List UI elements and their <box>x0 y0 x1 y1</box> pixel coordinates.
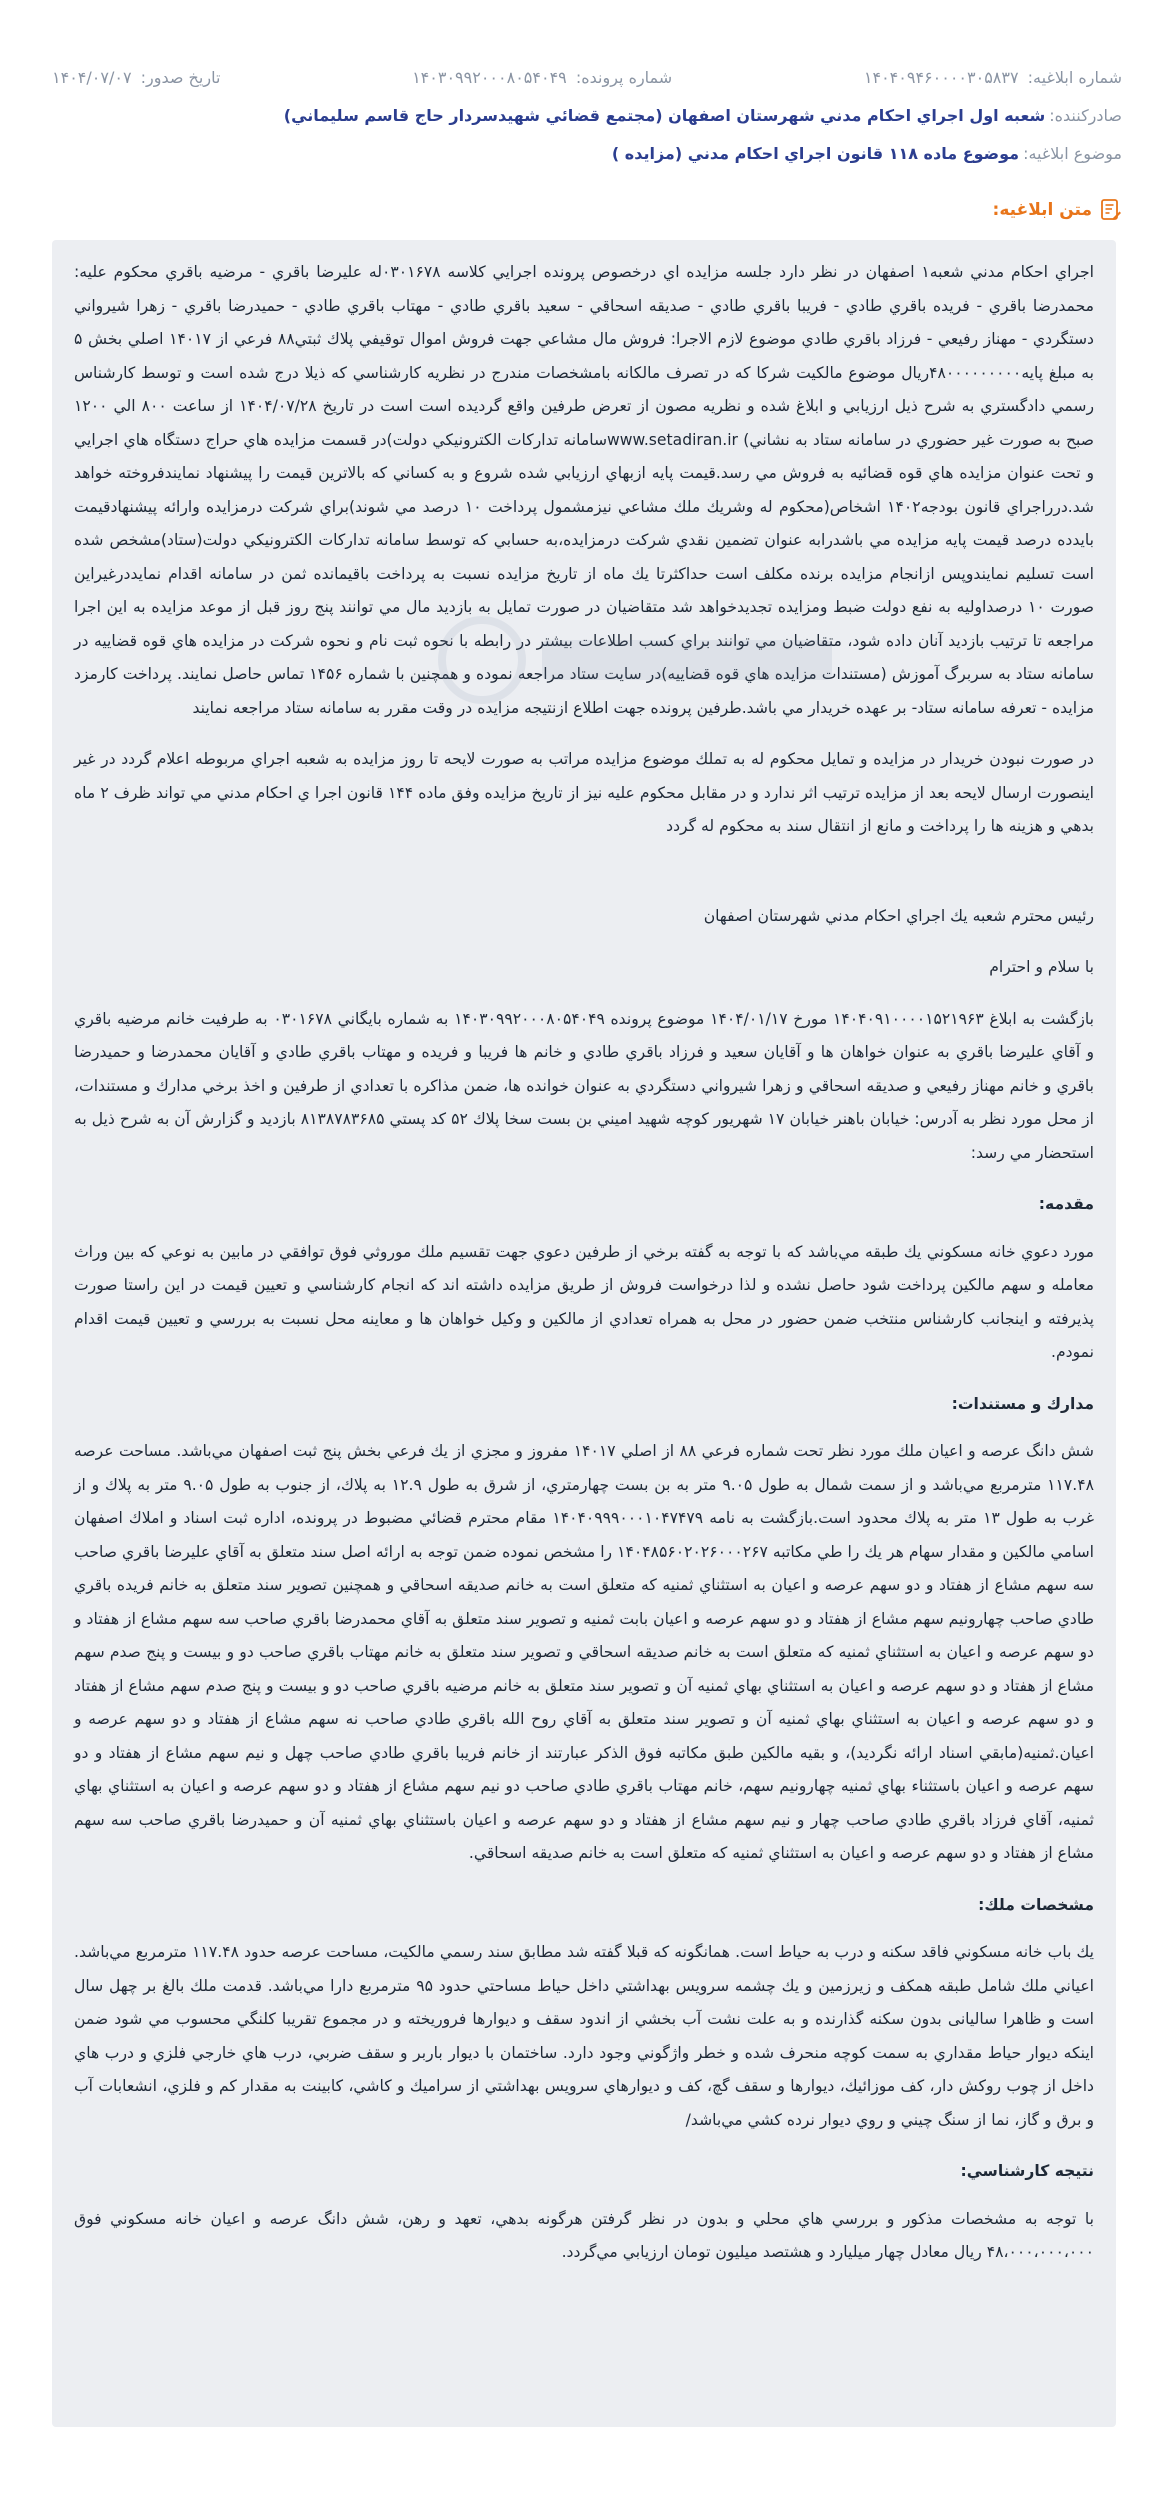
issue-date-label: تاریخ صدور: <box>140 67 221 87</box>
meta-top-row <box>52 58 1122 96</box>
document-edit-icon <box>1100 198 1122 222</box>
report-intro-paragraph: بازگشت به ابلاغ ۱۴۰۴۰۹۱۰۰۰۰۱۵۲۱۹۶۳ مورخ ۱۴۰۴/۰۱/۱۷ موضوع پرونده ۱۴۰۳۰۹۹۲۰۰۰۸۰۵۴۰۴۹ به شماره بايگاني ۰۳۰۱۶۷۸ به طرفيت خانم مرضيه باقري و آقاي عليرضا باقري به عنوان خواهان ها و آقايان سعيد و فرزاد باقري طادي و خانم ها فريبا و فريده و مهتاب باقري طادي و آقايان محمدرضا و حميدرضا باقري و خانم مهناز رفيعي و صديقه اسحاقي و زهرا شيرواني دستگردي به عنوان خوانده ها، ضمن مذاكره با تعدادي از طرفين و اخذ برخي مدارك و مستندات، از محل مورد نظر به آدرس: خيابان باهنر خيابان ۱۷ شهريور كوچه شهيد اميني بن بست سخا پلاك ۵۲ كد پستي ۸۱۳۸۷۸۳۶۸۵ بازديد و گزارش آن به شرح ذيل به استحضار مي رسد: <box>74 1009 1095 1162</box>
documents-heading: مدارك و مستندات: <box>951 1394 1094 1413</box>
issuer-label: صادرکننده: <box>1049 105 1122 125</box>
subject-label: موضوع ابلاغیه: <box>1023 143 1122 163</box>
notice-text-heading <box>993 198 1122 222</box>
issue-date-value: ۱۴۰۴/۰۷/۰۷ <box>52 67 132 87</box>
case-number <box>412 68 672 87</box>
result-heading: نتيجه كارشناسي: <box>960 2162 1094 2180</box>
notice-text-title: متن ابلاغیه: <box>992 200 1092 220</box>
auction-announcement-paragraph: اجراي احكام مدني شعبه۱ اصفهان در نظر دارد جلسه مزايده اي درخصوص پرونده اجرايي كلاسه ۰۳۰۱۶۷۸له عليرضا باقري - مرضيه باقري محكوم عليه: محمدرضا باقري - فريده باقري طادي - فريبا باقري طادي - صديقه اسحاقي - سعيد باقري طادي - مهتاب باقري طادي - حميدرضا باقري - زهرا شيرواني دستگردي - مهناز رفيعي - فرزاد باقري طادي موضوع لازم الاجرا: فروش مال مشاعي جهت فروش اموال توقيفي پلاك ثبتي۸۸ فرعي از ۱۴۰۱۷ اصلي بخش ۵ به مبلغ پايه۴۸۰۰۰۰۰۰۰۰۰ريال موضوع مالكيت شركا كه در تصرف مالكانه بامشخصات مندرج در نظريه كارشناسي كه ذيلا درج شده است و توسط كارشناس رسمي دادگستري به شرح ذيل ارزيابي و ابلاغ شده و نظريه مصون از تعرض طرفين واقع گرديده است است در تاريخ ۱۴۰۴/۰۷/۲۸ از ساعت ۸۰۰ الي ۱۲۰۰ صبح به صورت غير حضوري در سامانه ستاد به نشاني) www.setadiran.irسامانه تداركات الكترونيكي دولت)در قسمت مزايده هاي حراج دستگاه هاي اجرايي و تحت عنوان مزايده هاي قوه قضائيه به فروش مي رسد.قيمت پايه ازبهاي ارزيابي شده شروع و به كساني كه بالاترين قيمت را پيشنهاد نمايندفروخته خواهد شد.درراجراي قانون بودجه۱۴۰۲ اشخاص(محكوم له وشريك ملك مشاعي نيزمشمول پرداخت ۱۰ درصد مي شوند)براي شركت درمزايده وارائه پيشنهادقيمت بايدده درصد قيمت پايه مزايده مي باشدرابه عنوان تضمين نقدي شركت درمزايده،به حسابي كه توسط سامانه تداركات الكترونيكي دولت(ستاد)مشخص شده است تسليم نمايندوپس ازانجام مزايده برنده مكلف است حداكثرتا يك ماه از تاريخ مزايده نسبت به پرداخت باقيمانده ثمن در سامانه اقدام نمايددرغيراين صورت ۱۰ درصداوليه به نفع دولت ضبط ومزايده تجديدخواهد شد متقاضيان در صورت تمايل به بازديد مال مي توانند پنج روز قبل از موعد مزايده به اين اجرا مراجعه تا ترتيب بازديد آنان داده شود، متقاضيان مي توانند براي كسب اطلاعات بيشتر در رابطه با نحوه ثبت نام و نحوه شركت در مزايده هاي قوه قضاييه در سامانه ستاد به سربرگ آموزش (مستندات مزايده هاي قوه قضاييه)در سايت ستاد مراجعه نموده و همچنين با شماره ۱۴۵۶ تماس حاصل نمايند. پرداخت كارمزد مزايده - تعرفه سامانه ستاد- بر عهده خريدار مي باشد.طرفين پرونده جهت اطلاع ازنتيجه مزايده در وقت مقرر به سامانه ستاد مراجعه نمايند <box>74 263 1095 717</box>
documents-paragraph: شش دانگ عرصه و اعيان ملك مورد نظر تحت شماره فرعي ۸۸ از اصلي ۱۴۰۱۷ مفروز و مجزي از يك فرعي بخش پنج ثبت اصفهان مي‌باشد. مساحت عرصه ۱۱۷.۴۸ مترمربع مي‌باشد و از سمت شمال به طول ۹.۰۵ متر به بن بست چهارمتري، از شرق به طول ۱۲.۹ به پلاك، از جنوب به طول ۹.۰۵ متر به پلاك و از غرب به طول ۱۳ متر به پلاك محدود است.بازگشت به نامه ۱۴۰۴۰۹۹۹۰۰۰۱۰۴۷۴۷۹ مقام محترم قضائي مضبوط در پرونده، اداره ثبت اسناد و املاك اصفهان اسامي مالكين و مقدار سهام هر يك را طي مكاتبه ۱۴۰۴۸۵۶۰۲۰۲۶۰۰۰۲۶۷ را مشخص نموده ضمن توجه به ارائه اصل سند متعلق به آقاي عليرضا باقري صاحب سه سهم مشاع از هفتاد و دو سهم عرصه و اعيان به استثناي ثمنيه كه متعلق است به خانم صديقه اسحاقي و همچنين تصوير سند متعلق به خانم فريده باقري طادي صاحب چهارونيم سهم مشاع از هفتاد و دو سهم عرصه و اعيان بابت ثمنيه و تصوير سند متعلق به آقاي محمدرضا باقري صاحب سه سهم مشاع از هفتاد و دو سهم عرصه و اعيان به استثناي ثمنيه كه متعلق است به خانم صديقه اسحاقي و تصوير سند متعلق به خانم مهتاب باقري صاحب دو و بيست و پنج صدم سهم مشاع از هفتاد و دو سهم عرصه و اعيان به استثناي بهاي ثمنيه آن و تصوير سند متعلق به خانم مرضيه باقري صاحب دو و بيست و پنج صدم سهم مشاع از هفتاد و دو سهم عرصه و اعيان به استثناي بهاي ثمنيه آن و تصوير سند متعلق به آقاي روح الله باقري طادي صاحب نه سهم مشاع از هفتاد و دو سهم عرصه و اعيان.ثمنيه(مابقي اسناد ارائه نگرديد)، و بقيه مالكين طبق مكاتبه فوق الذكر عبارتند از خانم فريبا باقري طادي صاحب چهل و نيم سهم مشاع از هفتاد و دو سهم عرصه و اعيان باستثناء بهاي ثمنيه چهارونيم سهم، خانم مهتاب باقري طادي صاحب دو نيم سهم مشاع از هفتاد و دو سهم عرصه و اعيان به استثناي بهاي ثمنيه، آقاي فرزاد باقري طادي صاحب چهار و نيم سهم مشاع از هفتاد و دو سهم عرصه و اعيان باستثناي بهاي ثمنيه آن و حميدرضا باقري صاحب سه سهم مشاع از هفتاد و دو سهم عرصه و اعيان به استثناي ثمنيه كه متعلق است به خانم صديقه اسحاقي. <box>74 1442 1095 1862</box>
addressee-line: رئيس محترم شعبه يك اجراي احكام مدني شهرستان اصفهان <box>703 906 1094 925</box>
no-buyer-paragraph: در صورت نبودن خريدار در مزايده و تمايل محكوم له به تملك موضوع مزايده مراتب به صورت لايحه تا روز مزايده به شعبه اجراي مربوطه اعلام گردد در غير اينصورت ارسال لايحه بعد از مزايده ترتيب اثر ندارد و در مقابل محكوم عليه نيز از تاريخ مزايده وفق ماده ۱۴۴ قانون اجرا ي احكام مدني مي تواند ظرف ۲ ماه بدهي و هزينه ها را پرداخت و مانع از انتقال سند به محكوم له گردد <box>74 750 1094 835</box>
property-spec-paragraph: يك باب خانه مسكوني فاقد سكنه و درب به حياط است. همانگونه كه قبلا گفته شد مطابق سند رسمي مالكيت، مساحت عرصه حدود ۱۱۷.۴۸ مترمربع مي‌باشد. اعياني ملك شامل طبقه همكف و زيرزمين و يك چشمه سرويس بهداشتي داخل حياط مساحتي حدود ۹۵ مترمربع دارا مي‌باشد. قدمت ملك بالغ بر چهل سال است و ظاهرا ساليانى بدون سكنه گذارنده و به علت نشت آب بخشي از اندود سقف و ديوارها فروريخته و در مجموع تقريبا كلنگي محسوب مي شود ضمن اينكه ديوار حياط مقداري به سمت كوچه منحرف شده و خطر واژگوني وجود دارد. ساختمان با ديوار باربر و سقف ضربي، درب هاي خارجي فلزي و درب هاي داخل از چوب روكش دار، كف موزائيك، ديوارها و سقف گچ، كف و ديوارهاي سرويس بهداشتي از سراميك و كاشي، كابينت به مقدار كم و فلزي، انشعابات آب و برق و گاز، نما از سنگ چيني و روي ديوار نرده كشي مي‌باشد/ <box>74 1943 1095 2129</box>
greeting-line: با سلام و احترام <box>989 958 1094 976</box>
subject-value: موضوع ماده ۱۱۸ قانون اجراي احكام مدني (مزايده ) <box>611 143 1020 163</box>
case-number-label: شماره پرونده: <box>575 67 673 87</box>
notice-meta <box>52 58 1122 172</box>
issuer-row <box>52 96 1122 134</box>
result-paragraph: با توجه به مشخصات مذكور و بررسي هاي محلي و بدون در نظر گرفتن هرگونه بدهي، تعهد و رهن، شش دانگ عرصه و اعيان خانه مسكوني فوق ۴۸،۰۰۰،۰۰۰،۰۰۰ ريال معادل چهار ميليارد و هشتصد ميليون تومان ارزيابي مي‌گردد. <box>74 2209 1094 2261</box>
property-spec-heading: مشخصات ملك: <box>978 1895 1094 1914</box>
intro-paragraph: مورد دعوي خانه مسكوني يك طبقه مي‌باشد كه با توجه به گفته برخي از طرفين دعوي جهت تقسيم ملك موروثي فوق توافقي در مابين به نوعي كه بين وراث معامله و سهم مالكين پرداخت شود حاصل نشده و لذا درخواست فروش از طريق مزايده داشته اند كه انجام كارشناسي و تعيين قيمت در اين راستا صورت پذيرفته و اينجانب كارشناس منتخب ضمن حضور در محل به همراه تعدادي از مالكين و وكيل خواهان ها و معاينه محل نسبت به بررسي و تعيين قيمت اقدام نمودم. <box>74 1242 1094 1361</box>
notice-body <box>52 240 1116 2427</box>
notice-number-value: ۱۴۰۴۰۹۴۶۰۰۰۰۳۰۵۸۳۷ <box>863 67 1019 87</box>
issue-date <box>52 68 220 87</box>
case-number-value: ۱۴۰۳۰۹۹۲۰۰۰۸۰۵۴۰۴۹ <box>412 67 567 87</box>
notice-number-label: شماره ابلاغیه: <box>1027 67 1122 87</box>
notice-number <box>864 68 1122 87</box>
subject-row <box>52 134 1122 172</box>
issuer-value: شعبه اول اجراي احكام مدني شهرستان اصفهان (مجتمع قضائي شهيدسردار حاج قاسم سليماني) <box>283 105 1046 125</box>
intro-heading: مقدمه: <box>1038 1195 1094 1213</box>
